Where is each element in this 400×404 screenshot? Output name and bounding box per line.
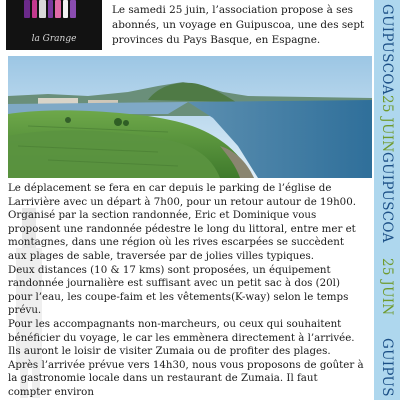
coastal-landscape-photo (8, 56, 372, 178)
band-label-date: 25 JUIN (379, 258, 395, 316)
paragraph-departure: Le déplacement se fera en car depuis le parking de l’église de Larrivière avec un départ à 7h00, pour un retour autour de 19h00. (8, 182, 356, 208)
paragraph-lunch: Après l’arrivée prévue vers 14h30, nous vous proposons de goûter à la gastronomie locale dans un restaurant de Zumaia. Il faut compter environ (8, 358, 364, 398)
side-band (374, 0, 400, 400)
association-logo (6, 0, 102, 50)
band-label-guipuscoa: GUIPUSCOA (379, 4, 395, 95)
paragraph-distances: Deux distances (10 & 17 kms) sont proposées, un équipement randonnée journalière est suffisant avec un petit sac à dos (20l) pour l’eau, les coupe-faim et les vêtements(K-way) selon le temps prévu. (8, 263, 349, 317)
logo-text: la Grange (31, 34, 77, 44)
band-label-date: 25 JUIN (379, 95, 395, 153)
article-body (8, 182, 364, 400)
intro-text: Le samedi 25 juin, l’association propose à ses abonnés, un voyage en Guipuscoa, une des sept provinces du Pays Basque, en Espagne. (112, 4, 365, 46)
paragraph-organisation: Organisé par la section randonnée, Eric et Dominique vous proposent une randonnée pédestre le long du littoral, entre mer et montagnes, dans une région où les rives escarpées se succèdent aux plages de sable, traversée par de jolies villes typiques. (8, 209, 356, 262)
paragraph-companions: Pour les accompagnants non-marcheurs, ou ceux qui souhaitent bénéficier du voyage, le car les emmènera directement à l’arrivée. Ils auront le loisir de visiter Zumaia ou de profiter des plages. (8, 317, 355, 358)
logo-mosaic (24, 0, 76, 22)
band-label-guipuscoa: GUIPUS (379, 338, 395, 397)
band-label-guipuscoa: GUIPUSCOA (379, 152, 395, 243)
